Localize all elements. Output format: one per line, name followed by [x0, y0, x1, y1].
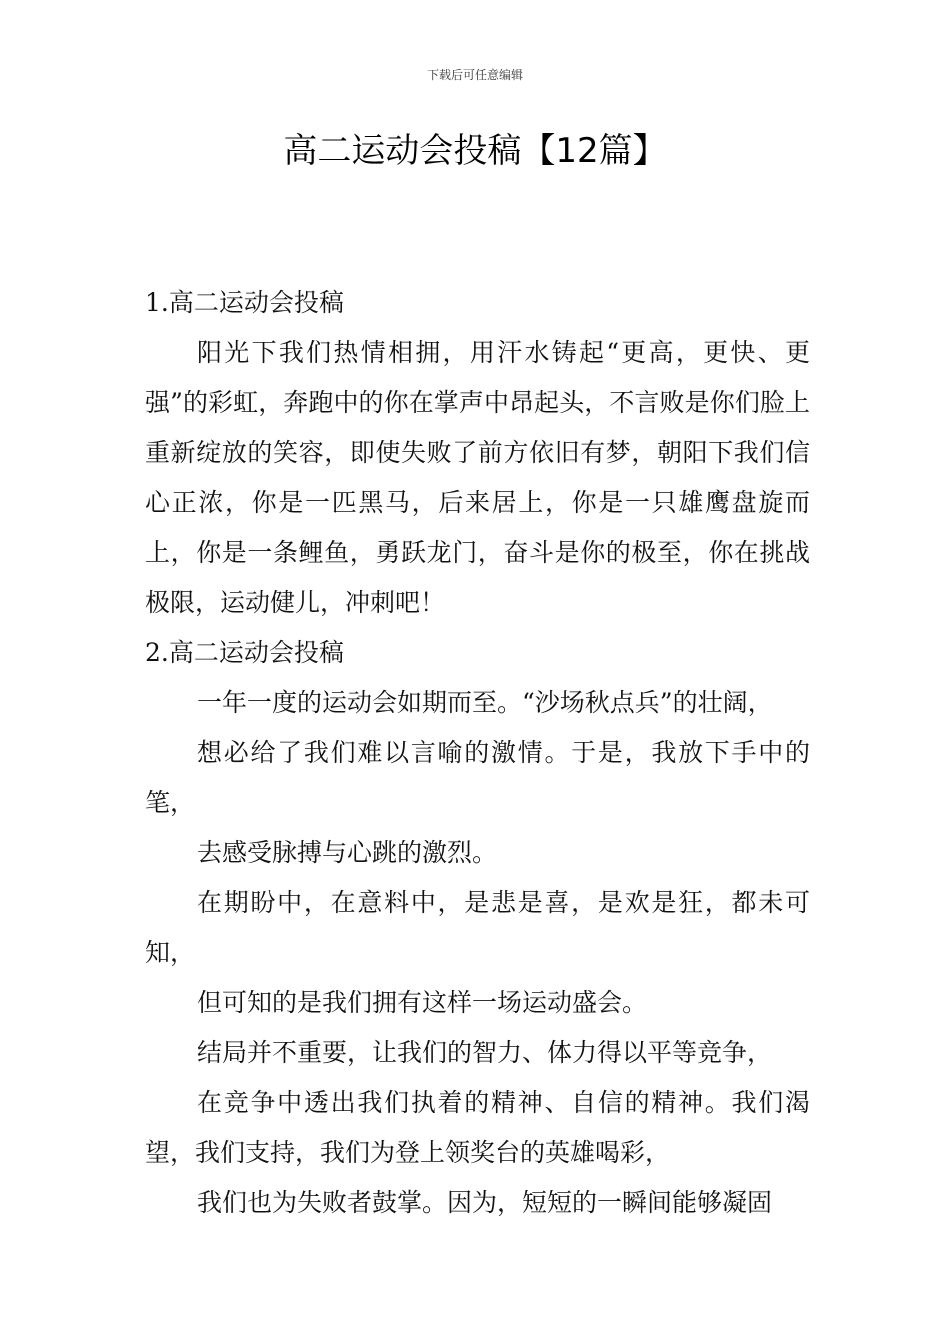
paragraph: 结局并不重要，让我们的智力、体力得以平等竞争， — [197, 1038, 773, 1067]
document-body — [145, 278, 810, 1228]
paragraph: 一年一度的运动会如期而至。“沙场秋点兵”的壮阔， — [197, 688, 773, 717]
document-title: 高二运动会投稿【12篇】 — [283, 131, 667, 171]
section-1 — [145, 278, 810, 628]
paragraph: 但可知的是我们拥有这样一场运动盛会。 — [197, 988, 648, 1017]
section-2 — [145, 628, 810, 1228]
section-heading: 1.高二运动会投稿 — [145, 288, 344, 317]
paragraph: 去感受脉搏与心跳的激烈。 — [197, 838, 498, 867]
paragraph: 在期盼中，在意料中，是悲是喜，是欢是狂，都未可知， — [145, 888, 810, 967]
header-note: 下载后可任意编辑 — [426, 68, 523, 82]
paragraph: 我们也为失败者鼓掌。因为，短短的一瞬间能够凝固 — [197, 1188, 773, 1217]
paragraph: 在竞争中透出我们执着的精神、自信的精神。我们渴望，我们支持，我们为登上领奖台的英雄喝彩， — [145, 1088, 810, 1167]
section-heading: 2.高二运动会投稿 — [145, 638, 344, 667]
paragraph: 想必给了我们难以言喻的激情。于是，我放下手中的笔， — [145, 738, 810, 817]
paragraph: 阳光下我们热情相拥，用汗水铸起“更高，更快、更强”的彩虹，奔跑中的你在掌声中昂起头，不言败是你们脸上重新绽放的笑容，即使失败了前方依旧有梦，朝阳下我们信心正浓，你是一匹黑马，后来居上，你是一只雄鹰盘旋而上，你是一条鲤鱼，勇跃龙门，奋斗是你的极至，你在挑战极限，运动健儿，冲刺吧！ — [145, 338, 810, 617]
